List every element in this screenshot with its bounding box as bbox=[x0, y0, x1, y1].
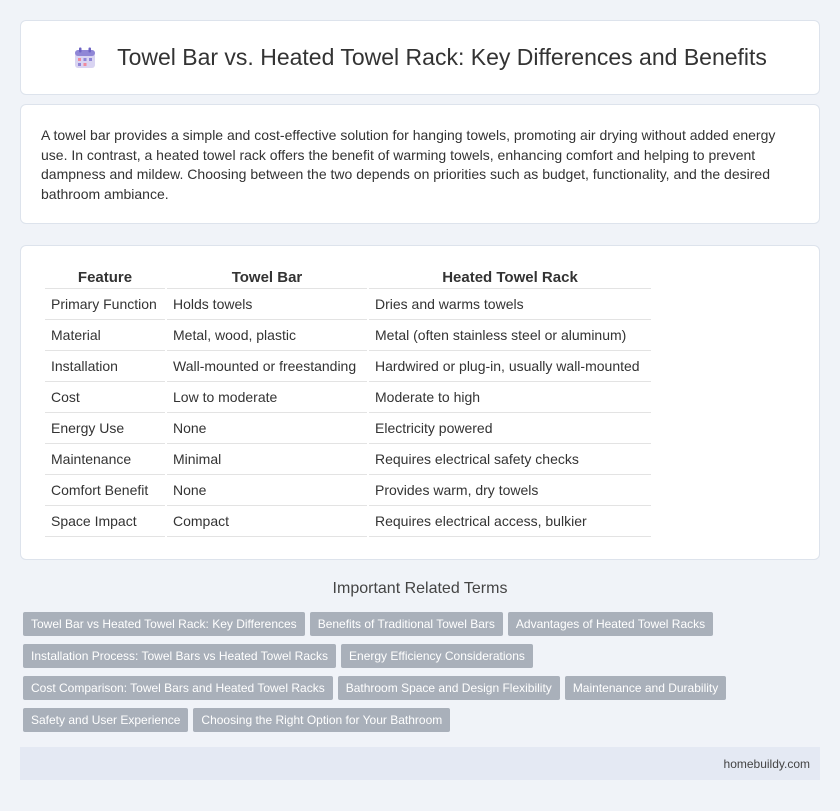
table-header-row bbox=[45, 264, 651, 289]
related-tag[interactable]: Installation Process: Towel Bars vs Heated Towel Racks bbox=[23, 644, 336, 668]
table-cell: Provides warm, dry towels bbox=[369, 475, 651, 506]
comparison-card bbox=[20, 245, 820, 560]
related-tag[interactable]: Safety and User Experience bbox=[23, 708, 188, 732]
table-cell: Cost bbox=[45, 382, 165, 413]
related-tags bbox=[23, 612, 823, 740]
table-row bbox=[45, 289, 651, 320]
table-cell: Requires electrical access, bulkier bbox=[369, 506, 651, 537]
related-tag[interactable]: Choosing the Right Option for Your Bathroom bbox=[193, 708, 450, 732]
related-tag[interactable]: Maintenance and Durability bbox=[565, 676, 726, 700]
table-cell: Hardwired or plug-in, usually wall-mounted bbox=[369, 351, 651, 382]
table-cell: Wall-mounted or freestanding bbox=[167, 351, 367, 382]
related-tag[interactable]: Cost Comparison: Towel Bars and Heated Towel Racks bbox=[23, 676, 333, 700]
table-cell: Holds towels bbox=[167, 289, 367, 320]
table-cell: Minimal bbox=[167, 444, 367, 475]
table-cell: Material bbox=[45, 320, 165, 351]
header-card bbox=[20, 20, 820, 95]
related-tag[interactable]: Advantages of Heated Towel Racks bbox=[508, 612, 713, 636]
header-heated-towel-rack: Heated Towel Rack bbox=[369, 264, 651, 289]
table-cell: None bbox=[167, 475, 367, 506]
table-cell: Space Impact bbox=[45, 506, 165, 537]
table-row bbox=[45, 444, 651, 475]
table-cell: Low to moderate bbox=[167, 382, 367, 413]
table-cell: Comfort Benefit bbox=[45, 475, 165, 506]
footer bbox=[20, 747, 820, 780]
table-cell: Installation bbox=[45, 351, 165, 382]
related-tag[interactable]: Benefits of Traditional Towel Bars bbox=[310, 612, 503, 636]
table-cell: Energy Use bbox=[45, 413, 165, 444]
table-cell: Requires electrical safety checks bbox=[369, 444, 651, 475]
table-cell: Metal, wood, plastic bbox=[167, 320, 367, 351]
header-feature: Feature bbox=[45, 264, 165, 289]
table-cell: None bbox=[167, 413, 367, 444]
comparison-table bbox=[43, 264, 653, 537]
table-cell: Dries and warms towels bbox=[369, 289, 651, 320]
related-tag[interactable]: Energy Efficiency Considerations bbox=[341, 644, 533, 668]
footer-site-link[interactable]: homebuildy.com bbox=[723, 757, 810, 771]
table-row bbox=[45, 351, 651, 382]
header-towel-bar: Towel Bar bbox=[167, 264, 367, 289]
related-tag[interactable]: Towel Bar vs Heated Towel Rack: Key Differences bbox=[23, 612, 305, 636]
table-cell: Electricity powered bbox=[369, 413, 651, 444]
table-row bbox=[45, 506, 651, 537]
table-cell: Primary Function bbox=[45, 289, 165, 320]
calendar-icon bbox=[73, 46, 97, 70]
table-cell: Moderate to high bbox=[369, 382, 651, 413]
related-tag[interactable]: Bathroom Space and Design Flexibility bbox=[338, 676, 560, 700]
table-cell: Maintenance bbox=[45, 444, 165, 475]
table-cell: Compact bbox=[167, 506, 367, 537]
intro-paragraph: A towel bar provides a simple and cost-effective solution for hanging towels, promoting air drying without added energy use. In contrast, a heated towel rack offers the benefit of warming towels, enhancing comfort and helping to prevent dampness and mildew. Choosing between the two depends on priorities such as budget, functionality, and the desired bathroom ambiance. bbox=[41, 127, 776, 202]
table-row bbox=[45, 320, 651, 351]
table-row bbox=[45, 382, 651, 413]
table-row bbox=[45, 413, 651, 444]
table-row bbox=[45, 475, 651, 506]
table-cell: Metal (often stainless steel or aluminum) bbox=[369, 320, 651, 351]
related-terms-title: Important Related Terms bbox=[332, 580, 508, 597]
page-title: Towel Bar vs. Heated Towel Rack: Key Differences and Benefits bbox=[117, 44, 767, 70]
intro-card bbox=[20, 104, 820, 224]
